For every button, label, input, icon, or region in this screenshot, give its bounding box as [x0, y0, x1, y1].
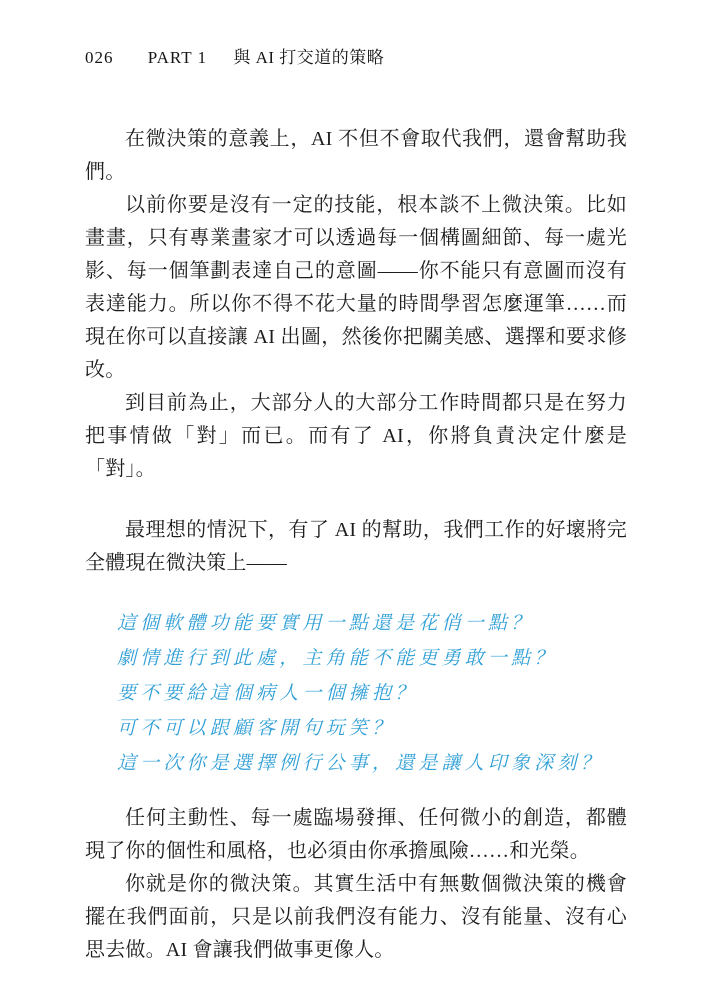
quote-line: 要不要給這個病人一個擁抱？ — [117, 683, 419, 704]
body-text — [85, 123, 627, 967]
page-number: 026 — [85, 48, 114, 67]
quote-line: 劇情進行到此處，主角能不能更勇敢一點？ — [117, 648, 558, 669]
closing-paragraphs — [85, 802, 627, 967]
paragraph: 任何主動性、每一處臨場發揮、任何微小的創造，都體現了你的個性和風格，也必須由你承擔風險……和光榮。 — [85, 807, 627, 862]
paragraph: 最理想的情況下，有了 AI 的幫助，我們工作的好壞將完全體現在微決策上—— — [85, 519, 627, 574]
quote-list — [85, 606, 627, 781]
paragraph: 到目前為止，大部分人的大部分工作時間都只是在努力把事情做「對」而已。而有了 AI，你將負責決定什麼是「對」。 — [85, 392, 627, 480]
paragraph: 你就是你的微決策。其實生活中有無數個微決策的機會擺在我們面前，只是以前我們沒有能力、沒有能量、沒有心思去做。AI 會讓我們做事更像人。 — [85, 873, 627, 961]
part-title: 與 AI 打交道的策略 — [233, 48, 385, 67]
paragraph: 在微決策的意義上，AI 不但不會取代我們，還會幫助我們。 — [85, 128, 627, 183]
quote-line: 這一次你是選擇例行公事，還是讓人印象深刻？ — [117, 753, 604, 774]
paragraph: 以前你要是沒有一定的技能，根本談不上微決策。比如畫畫，只有專業畫家才可以透過每一個構圖細節、每一處光影、每一個筆劃表達自己的意圖——你不能只有意圖而沒有表達能力。所以你不得不花大量的時間學習怎麼運筆……而現在你可以直接讓 AI 出圖，然後你把關美感、選擇和要求修改。 — [85, 194, 627, 381]
part-label: PART 1 — [147, 48, 208, 67]
running-header — [85, 47, 627, 69]
quote-line: 可不可以跟顧客開句玩笑？ — [117, 718, 396, 739]
quote-line: 這個軟體功能要實用一點還是花俏一點？ — [117, 613, 535, 634]
